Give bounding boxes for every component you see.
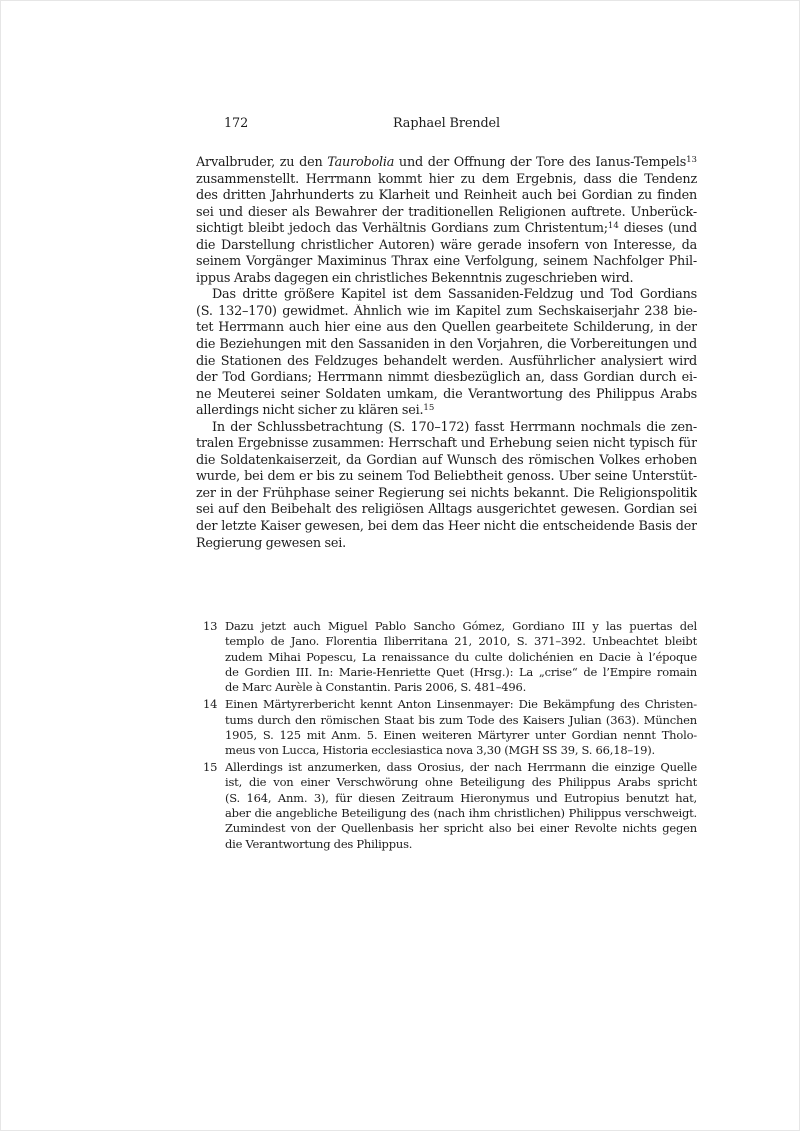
footnote-line — [225, 743, 697, 758]
text-line — [196, 469, 697, 486]
page-number: 172 — [224, 116, 249, 131]
text-run: und der Öffnung der Tore des Ianus-Tempels — [394, 155, 687, 170]
text-line — [196, 287, 697, 304]
text-line — [196, 155, 697, 172]
footnote-item — [196, 619, 697, 696]
text-run: (S. 132–170) gewidmet. Ähnlich wie im Kapitel zum Sechskaiserjahr 238 bie- — [196, 303, 697, 319]
text-run: Das dritte größere Kapitel ist dem Sassaniden-Feldzug und Tod Gordians — [212, 287, 697, 303]
body-text — [196, 155, 697, 552]
footnote-line — [225, 728, 697, 743]
text-line — [196, 238, 697, 255]
text-run: 1905, S. 125 mit Anm. 5. Einen weiteren Märtyrer unter Gordian nennt Tholo- — [225, 727, 697, 742]
footnote-ref: 13 — [686, 155, 697, 165]
footnote-line — [225, 650, 697, 665]
footnote-line — [225, 806, 697, 821]
text-run: meus von Lucca, Historia ecclesiastica nova 3,30 (MGH SS 39, S. 66,18–19). — [225, 743, 655, 758]
text-run: tet Herrmann auch hier eine aus den Quellen gearbeitete Schilderung, in der — [196, 320, 697, 336]
text-line — [196, 453, 697, 470]
footnote-text — [225, 619, 697, 696]
footnote-item — [196, 760, 697, 852]
text-line — [196, 502, 697, 519]
text-line — [196, 370, 697, 387]
text-run: templo de Jano. Florentia Iliberritana 21, 2010, S. 371–392. Unbeachtet bleibt — [225, 634, 697, 649]
footnote-line — [225, 697, 697, 712]
text-line — [196, 387, 697, 404]
running-head: Raphael Brendel — [392, 116, 501, 131]
footnote-line — [225, 775, 697, 790]
footnote-line — [225, 665, 697, 680]
text-run: In der Schlussbetrachtung (S. 170–172) fasst Herrmann nochmals die zen- — [212, 419, 697, 435]
footnotes — [196, 619, 697, 854]
text-line — [196, 304, 697, 321]
text-line — [196, 172, 697, 189]
text-run: des dritten Jahrhunderts zu Klarheit und Reinheit auch bei Gordian zu finden — [196, 188, 697, 204]
text-line — [196, 403, 697, 420]
footnote-item — [196, 697, 697, 758]
text-line — [196, 519, 697, 536]
text-run: ippus Arabs dagegen ein christliches Bekenntnis zugeschrieben wird. — [196, 270, 634, 286]
text-run: (S. 164, Anm. 3), für diesen Zeitraum Hieronymus und Eutropius benutzt hat, — [225, 790, 697, 805]
footnote-line — [225, 837, 697, 852]
footnote-line — [225, 760, 697, 775]
footnote-line — [225, 713, 697, 728]
text-run: dieses (und — [618, 221, 697, 237]
text-line — [196, 420, 697, 437]
footnote-line — [225, 634, 697, 649]
footnote-number: 15 — [203, 760, 218, 775]
text-run: Arvalbruder, zu den — [196, 155, 328, 170]
text-run: der letzte Kaiser gewesen, bei dem das Heer nicht die entscheidende Basis der — [196, 519, 697, 535]
text-run: zer in der Frühphase seiner Regierung sei nichts bekannt. Die Religionspolitik — [196, 485, 697, 501]
footnote-number: 14 — [203, 697, 218, 712]
text-run: Allerdings ist anzumerken, dass Orosius, der nach Herrmann die einzige Quelle — [225, 760, 697, 775]
text-run: die Beziehungen mit den Sassaniden in den Vorjahren, die Vorbereitungen und — [196, 337, 697, 353]
page-header — [196, 116, 697, 133]
text-run: allerdings nicht sicher zu klären sei. — [196, 403, 424, 419]
text-run: aber die angebliche Beteiligung des (nach ihm christlichen) Philippus verschweigt. — [225, 806, 697, 821]
text-run: seinem Vorgänger Maximinus Thrax eine Verfolgung, seinem Nachfolger Phil- — [196, 254, 697, 270]
text-line — [196, 320, 697, 337]
text-run: die Darstellung christlicher Autoren) wäre gerade insofern von Interesse, da — [196, 237, 697, 253]
text-run: tralen Ergebnisse zusammen: Herrschaft und Erhebung seien nicht typisch für — [196, 436, 697, 452]
footnote-ref: 15 — [423, 403, 435, 414]
text-run: der Tod Gordians; Herrmann nimmt diesbezüglich an, dass Gordian durch ei- — [196, 370, 697, 386]
text-run: ist, die von einer Verschwörung ohne Beteiligung des Philippus Arabs spricht — [225, 775, 697, 790]
text-run: tums durch den römischen Staat bis zum Tode des Kaisers Julian (363). München — [225, 712, 697, 727]
text-run: die Verantwortung des Philippus. — [225, 836, 413, 851]
text-run: wurde, bei dem er bis zu seinem Tod Beliebtheit genoss. Über seine Unterstüt- — [196, 469, 697, 485]
text-run: die Soldatenkaiserzeit, da Gordian auf Wunsch des römischen Volkes erhoben — [196, 452, 697, 468]
footnote-line — [225, 791, 697, 806]
text-line — [196, 271, 697, 288]
text-line — [196, 254, 697, 271]
italic-text: Taurobolia — [327, 155, 395, 170]
text-run: de Marc Aurèle à Constantin. Paris 2006, S. 481–496. — [225, 680, 527, 695]
text-run: zusammenstellt. Herrmann kommt hier zu dem Ergebnis, dass die Tendenz — [196, 171, 697, 187]
text-run: sei und dieser als Bewahrer der traditionellen Religionen auftrete. Unberück- — [196, 204, 697, 220]
text-run: Regierung gewesen sei. — [196, 535, 346, 551]
text-run: de Gordien III. In: Marie-Henriette Quet (Hrsg.): La „crise“ de l’Empire romain — [225, 665, 697, 680]
text-line — [196, 536, 697, 553]
text-run: Dazu jetzt auch Miguel Pablo Sancho Gómez, Gordiano III y las puertas del — [225, 619, 697, 633]
footnote-line — [225, 680, 697, 695]
text-line — [196, 436, 697, 453]
text-run: sei auf den Beibehalt des religiösen Alltags ausgerichtet gewesen. Gordian sei — [196, 502, 697, 518]
text-run: Zumindest von der Quellenbasis her spricht also bei einer Revolte nichts gegen — [225, 821, 697, 836]
footnote-line — [225, 821, 697, 836]
text-run: sichtigt bleibt jedoch das Verhältnis Gordians zum Christentum; — [196, 221, 608, 237]
text-run: Einen Märtyrerbericht kennt Anton Linsenmayer: Die Bekämpfung des Christen- — [225, 697, 697, 712]
text-line — [196, 221, 697, 238]
text-line — [196, 205, 697, 222]
text-run: zudem Mihai Popescu, La renaissance du culte dolichénien en Dacie à l’époque — [225, 649, 697, 664]
text-line — [196, 337, 697, 354]
footnote-text — [225, 697, 697, 758]
text-run: die Stationen des Feldzuges behandelt werden. Ausführlicher analysiert wird — [196, 353, 697, 369]
text-line — [196, 486, 697, 503]
text-line — [196, 188, 697, 205]
text-run: ne Meuterei seiner Soldaten umkam, die Verantwortung des Philippus Arabs — [196, 386, 697, 402]
footnote-text — [225, 760, 697, 852]
footnote-number: 13 — [203, 619, 218, 633]
footnote-ref: 14 — [607, 221, 619, 231]
footnote-line — [225, 619, 697, 634]
text-line — [196, 354, 697, 371]
